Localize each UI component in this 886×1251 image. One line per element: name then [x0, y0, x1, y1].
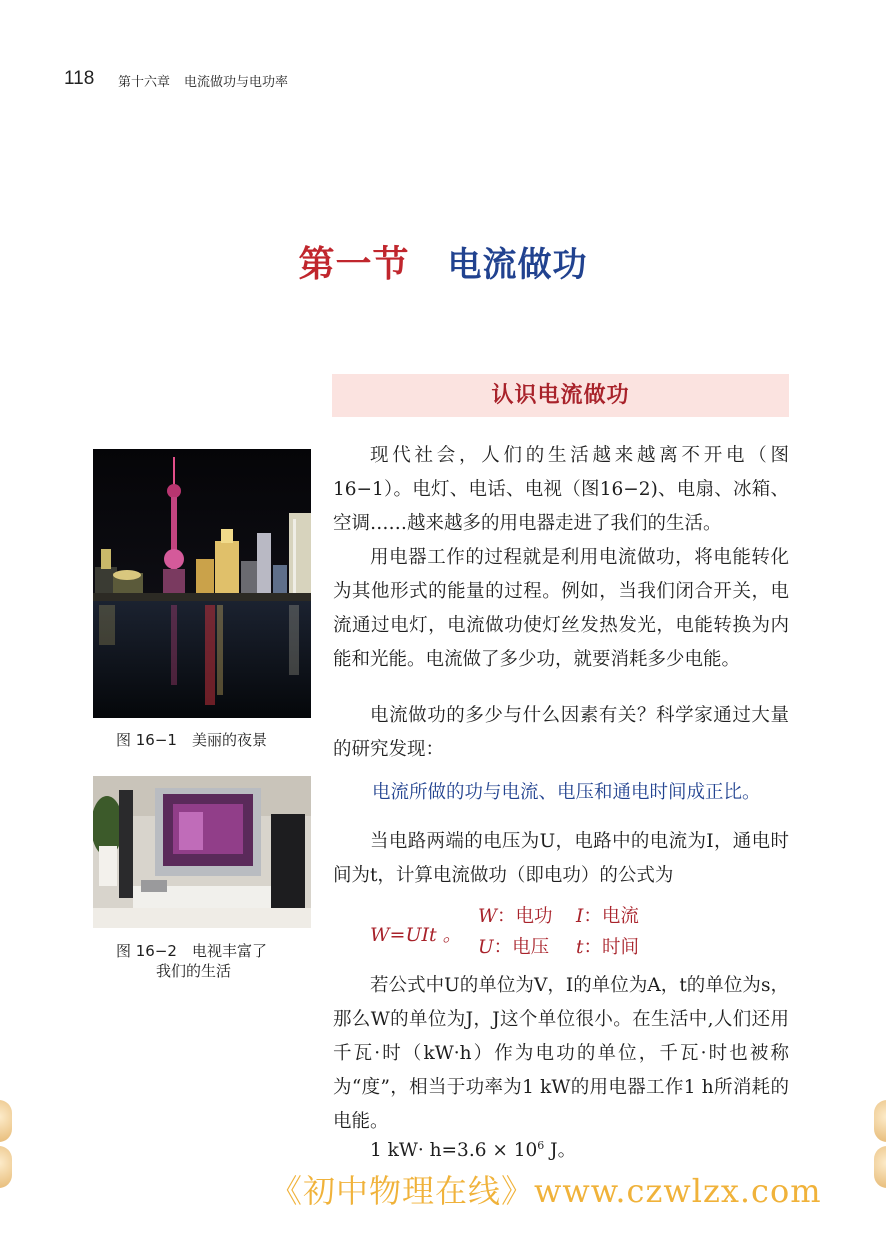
- symbol-t: t: [576, 937, 584, 958]
- television-image: [93, 776, 311, 928]
- figure-2-caption-line2: 我们的生活: [156, 962, 232, 980]
- equation-line: 1 $kW\cdot h=3.6 \times 10^6$ J。: [370, 1139, 577, 1162]
- figure-2-caption-line1: 图 16−2 电视丰富了: [116, 942, 267, 960]
- paragraph-5: 若公式中U的单位为V，I的单位为A，t的单位为s，那么W的单位为J，J这个单位很小。在生活中,人们还用千瓦·时（kW·h）作为电功的单位，千瓦·时也被称为“度”，相当于功率为1 kW的用电器工作1 h所消耗的电能。: [333, 975, 789, 1132]
- page-edge-tab-left-2: [0, 1146, 12, 1188]
- page-edge-tab-right-1: [874, 1100, 886, 1142]
- figure-night-skyline: [93, 449, 311, 718]
- formula-legend-t: t：时间: [576, 937, 639, 958]
- formula-legend-U: U：电压: [478, 937, 550, 958]
- running-head: [118, 71, 288, 90]
- paragraph-3: 电流做功的多少与什么因素有关？科学家通过大量的研究发现：: [333, 705, 789, 760]
- figure-television: [93, 776, 311, 928]
- symbol-I: I: [576, 906, 584, 927]
- section-number: 第一节: [298, 243, 410, 285]
- subheading-band: [332, 374, 789, 417]
- night-skyline-image: [93, 449, 311, 718]
- chapter-title: 电流做功与电功率: [184, 75, 289, 90]
- key-statement: 电流所做的功与电流、电压和通电时间成正比。: [372, 782, 761, 803]
- chapter-label: 第十六章: [118, 75, 171, 90]
- formula-legend-W: W：电功: [478, 906, 553, 927]
- figure-1-caption: 图 16−1 美丽的夜景: [116, 731, 267, 749]
- section-name: 电流做功: [447, 245, 588, 285]
- symbol-U: U: [478, 937, 494, 958]
- paragraph-1: 现代社会，人们的生活越来越离不开电（图16−1）。电灯、电话、电视（图16−2)、电扇、冰箱、空调……越来越多的用电器走进了我们的生活。: [333, 445, 789, 534]
- page-edge-tab-left-1: [0, 1100, 12, 1142]
- paragraph-2: 用电器工作的过程就是利用电流做功，将电能转化为其他形式的能量的过程。例如，当我们闭合开关，电流通过电灯，电流做功使灯丝发热发光，电能转换为内能和光能。电流做了多少功，就要消耗多少电能。: [333, 547, 789, 670]
- page-number: 118: [64, 68, 95, 89]
- page-edge-tab-right-2: [874, 1146, 886, 1188]
- formula: W=UIt 。: [370, 924, 462, 946]
- watermark: 《初中物理在线》www.czwlzx.com: [270, 1172, 822, 1210]
- symbol-W: W: [478, 906, 498, 927]
- paragraph-4: 当电路两端的电压为U，电路中的电流为I，通电时间为t，计算电流做功（即电功）的公式为: [333, 831, 789, 886]
- section-title: [0, 236, 886, 287]
- formula-legend-I: I：电流: [576, 906, 639, 927]
- subheading: 认识电流做功: [491, 383, 630, 408]
